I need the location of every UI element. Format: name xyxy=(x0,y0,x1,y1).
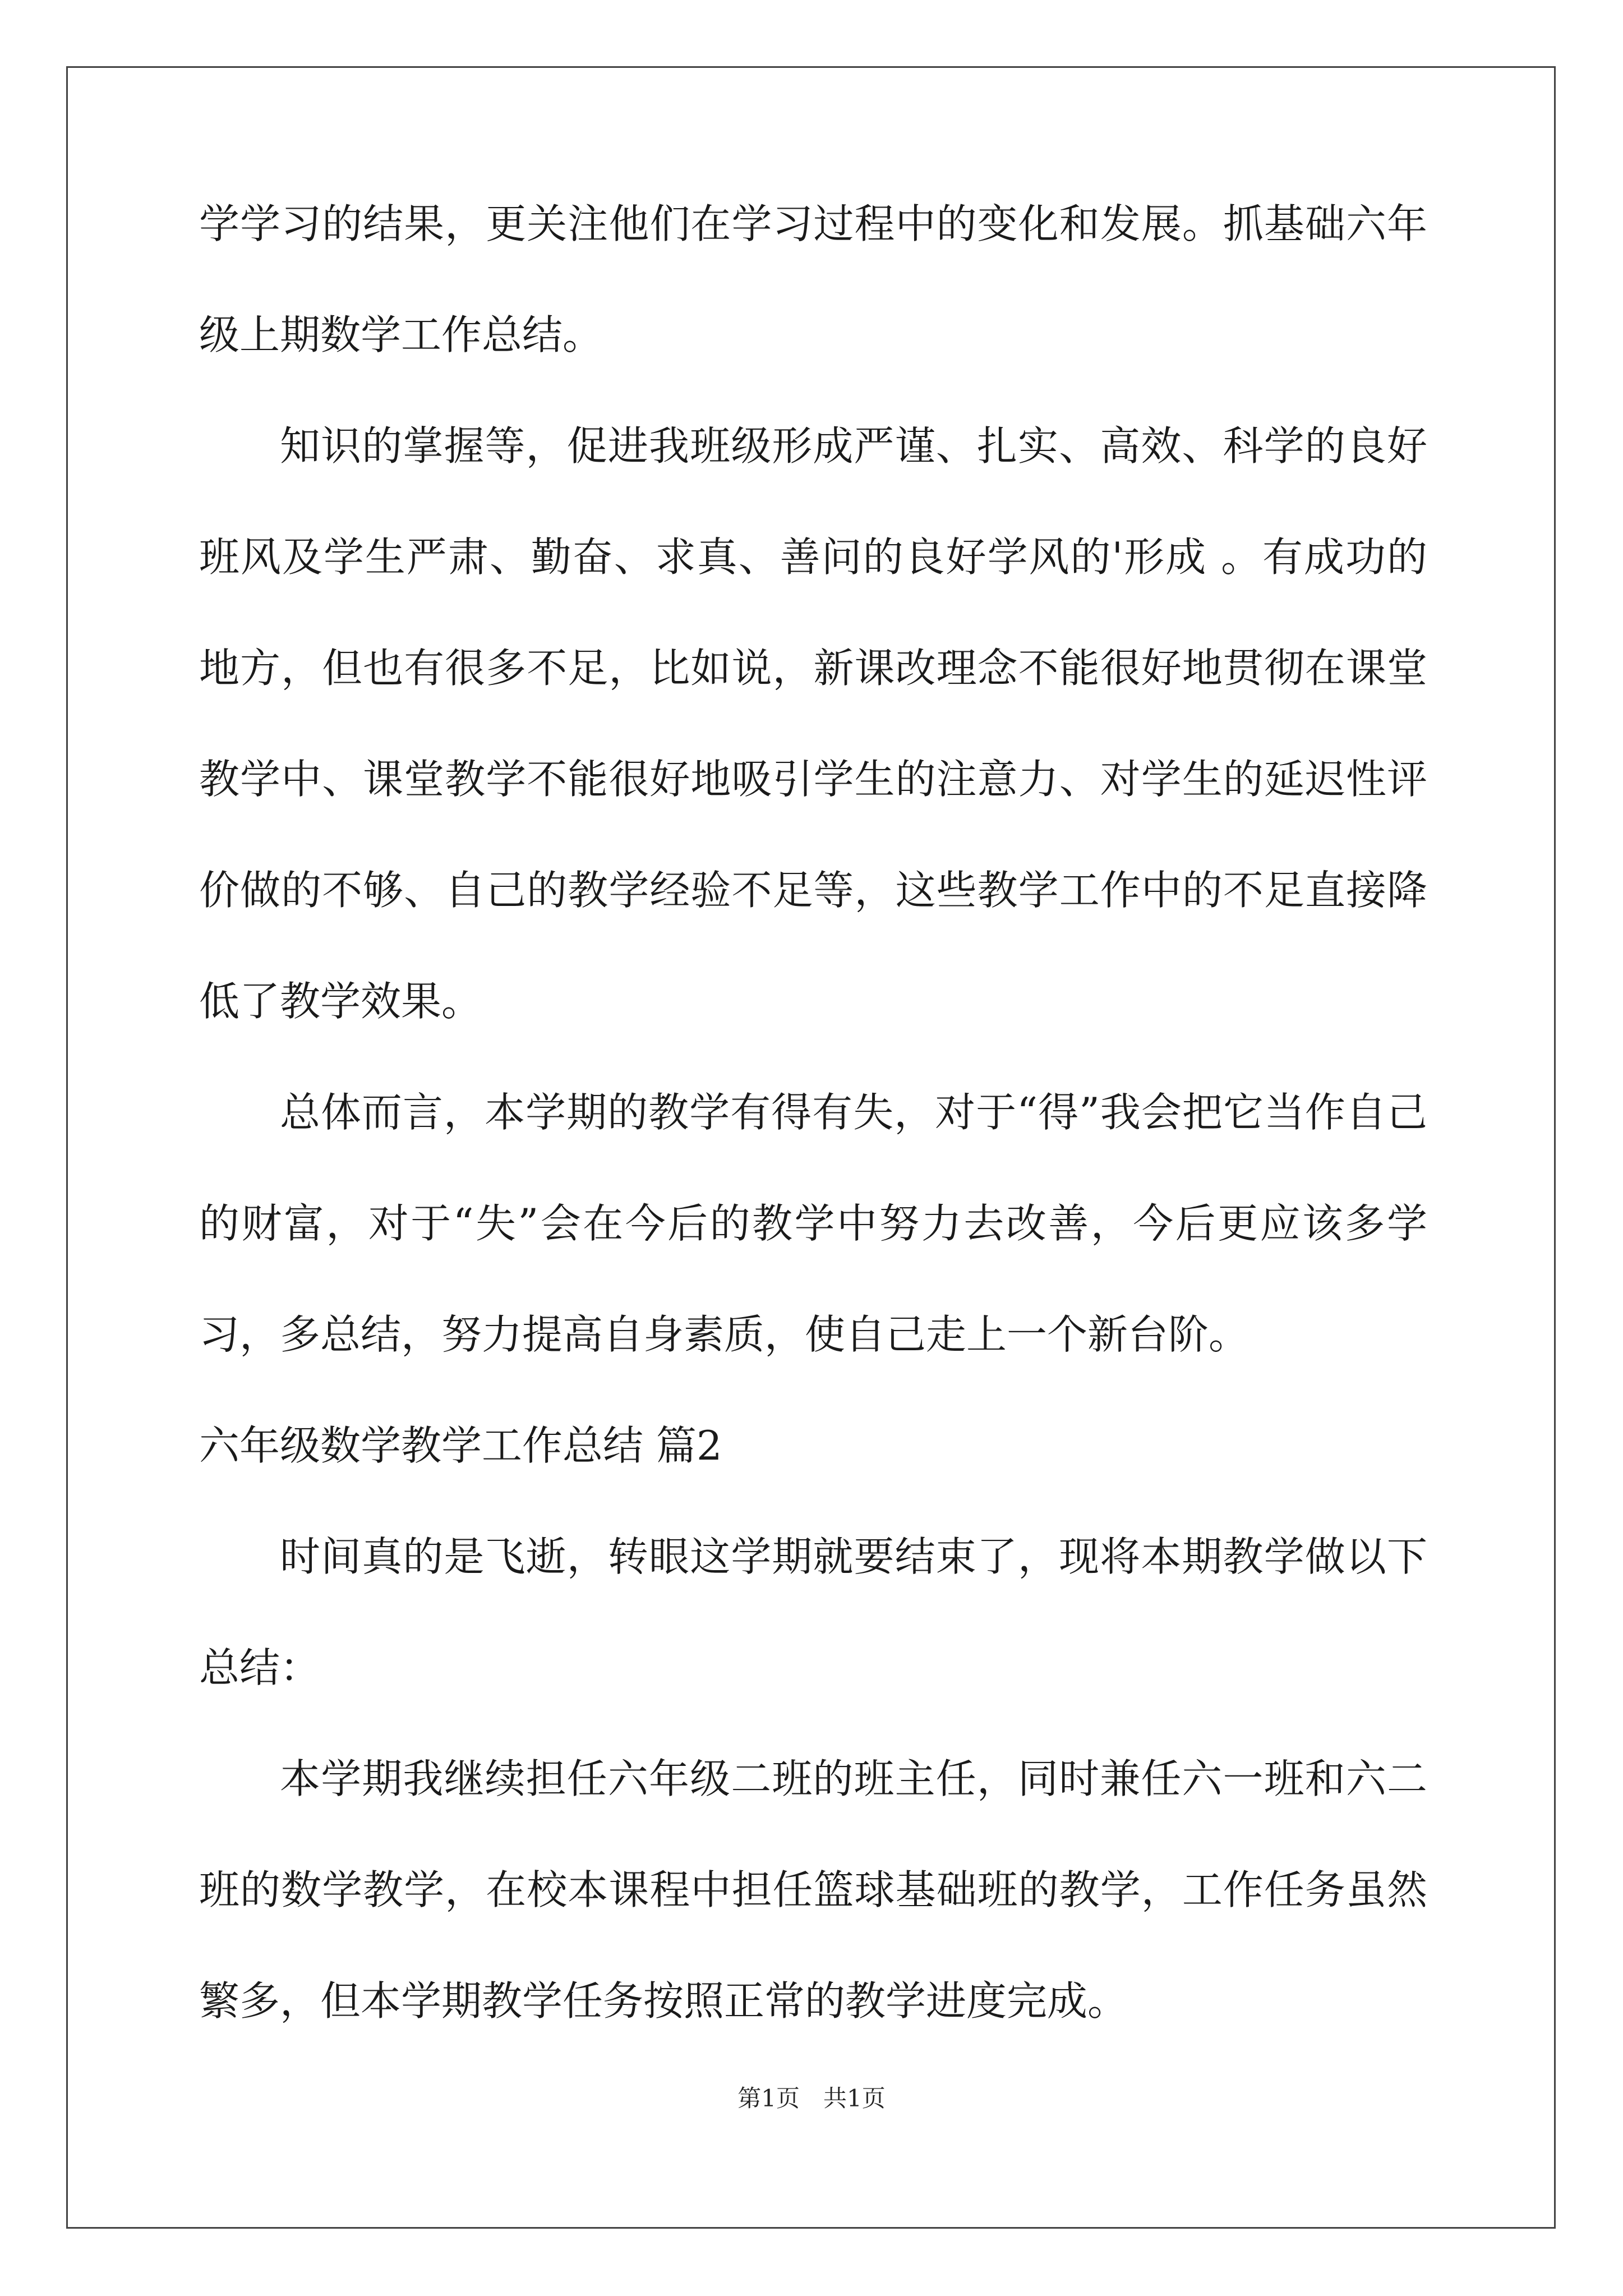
document-body xyxy=(199,168,1427,2056)
paragraph-reflection: 知识的掌握等，促进我班级形成严谨、扎实、高效、科学的良好班风及学生严肃、勤奋、求真、善问的良好学风的'形成 。有成功的地方，但也有很多不足，比如说，新课改理念不能很好地贯彻在课堂教学中、课堂教学不能很好地吸引学生的注意力、对学生的延迟性评价做的不够、自己的教学经验不足等，这些教学工作中的不足直接降低了教学效果。 xyxy=(199,422,1427,1025)
paragraph-intro: 时间真的是飞逝，转眼这学期就要结束了，现将本期教学做以下总结： xyxy=(199,1533,1427,1691)
paragraph-summary: 总体而言，本学期的教学有得有失，对于“得”我会把它当作自己的财富，对于“失”会在今后的教学中努力去改善，今后更应该多学习，多总结，努力提高自身素质，使自己走上一个新台阶。 xyxy=(199,1089,1427,1358)
paragraph-duties: 本学期我继续担任六年级二班的班主任，同时兼任六一班和六二班的数学教学，在校本课程中担任篮球基础班的教学，工作任务虽然繁多，但本学期教学任务按照正常的教学进度完成。 xyxy=(199,1755,1427,2024)
paragraph-continuation: 学学习的结果，更关注他们在学习过程中的变化和发展。抓基础六年级上期数学工作总结。 xyxy=(199,200,1427,358)
section-heading: 六年级数学教学工作总结 篇2 xyxy=(199,1422,722,1469)
page-number-footer: 第1页 共1页 xyxy=(737,2085,886,2112)
